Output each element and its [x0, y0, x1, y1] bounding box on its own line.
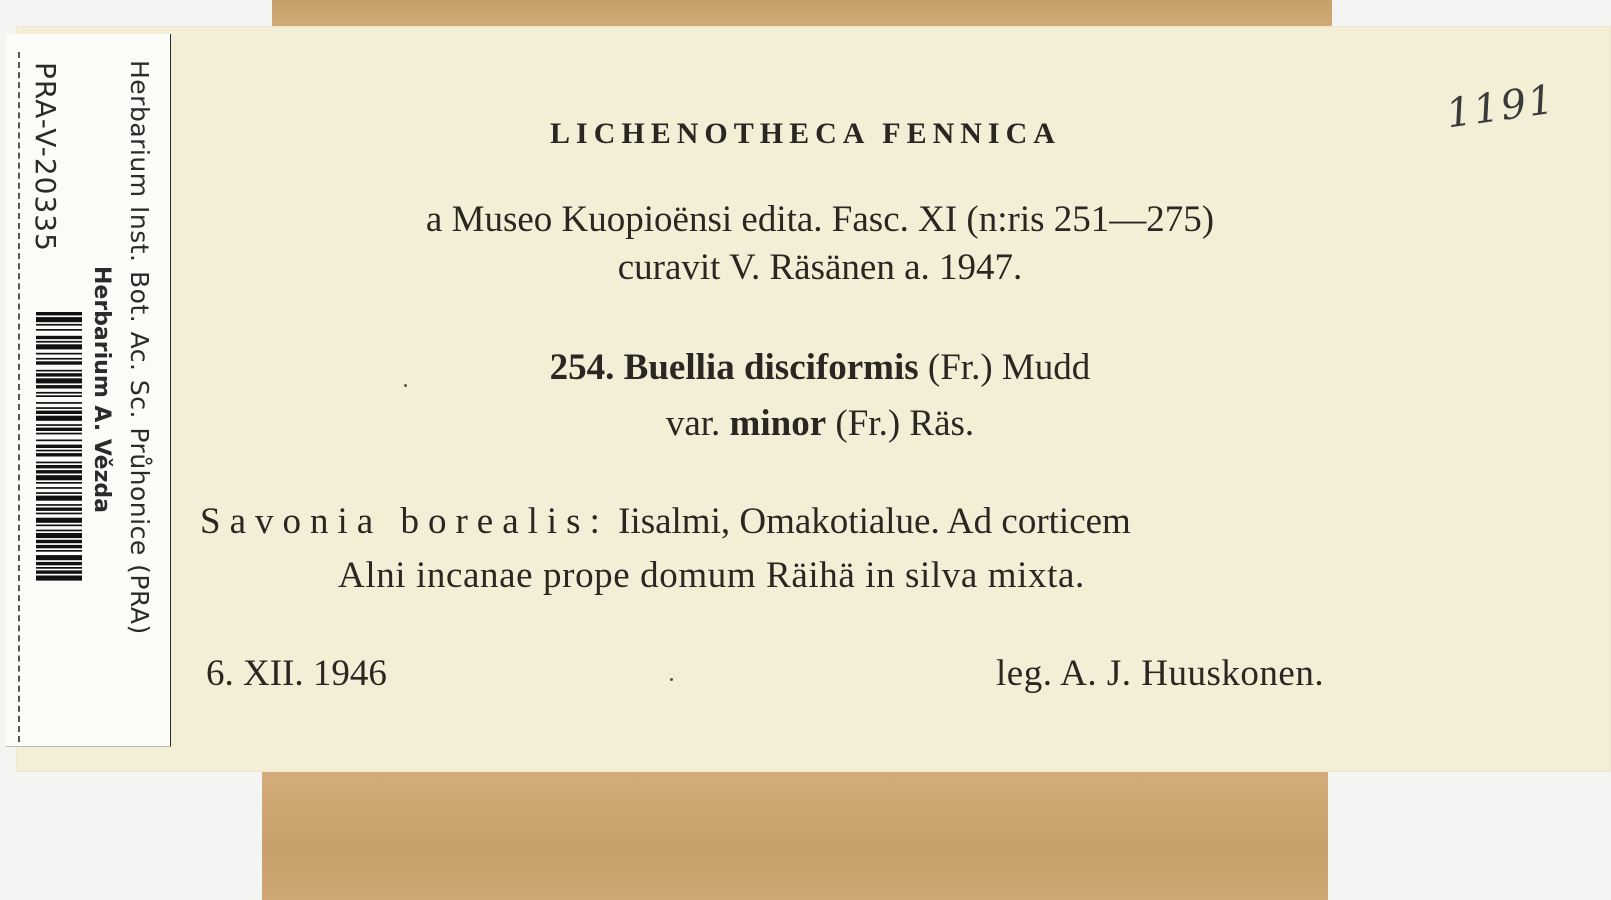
- handwritten-number: 1191: [1443, 76, 1559, 138]
- barcode-bar: [36, 373, 82, 376]
- barcode-bar: [36, 395, 82, 397]
- locality-region: Savonia borealis:: [200, 501, 609, 542]
- ink-speck: [404, 384, 407, 387]
- barcode-bar: [36, 570, 82, 573]
- barcode-bar: [36, 411, 82, 414]
- barcode-bar: [36, 555, 82, 560]
- barcode-bar: [36, 525, 82, 527]
- variety-name: [174, 402, 1466, 445]
- barcode-bar: [36, 492, 82, 494]
- barcode-bar: [36, 562, 82, 565]
- barcode-bar: [36, 533, 82, 538]
- series-title: LICHENOTHECA FENNICA: [550, 117, 1061, 150]
- barcode: [36, 312, 82, 724]
- barcode-bar: [36, 378, 82, 383]
- variety-authority: (Fr.) Räs.: [835, 403, 975, 444]
- barcode-bar: [36, 324, 82, 326]
- barcode-bar: [36, 462, 82, 464]
- barcode-bar: [36, 358, 82, 360]
- var-prefix: var.: [665, 403, 721, 444]
- barcode-bar: [36, 329, 82, 331]
- barcode-bar: [36, 385, 82, 388]
- barcode-bar: [36, 450, 82, 452]
- barcode-bar: [36, 402, 82, 404]
- locality-detail: Iisalmi, Omakotialue. Ad corticem: [618, 501, 1131, 542]
- barcode-bar: [36, 341, 82, 343]
- institution-name: Herbarium Inst. Bot. Ac. Sc. Průhonice (PRA): [125, 60, 154, 635]
- barcode-bar: [36, 361, 82, 364]
- barcode-bar: [36, 540, 82, 543]
- strip-cut-line: [18, 52, 20, 742]
- specimen-id: PRA-V-20335: [29, 62, 62, 252]
- kraft-paper-top: [272, 0, 1332, 26]
- barcode-bar: [36, 530, 82, 532]
- barcode-bar: [36, 336, 82, 339]
- barcode-bar: [36, 518, 82, 523]
- genus-species: Buellia disciformis: [623, 347, 919, 388]
- barcode-bar: [36, 550, 82, 552]
- barcode-bar: [36, 470, 82, 473]
- barcode-bar: [36, 428, 82, 431]
- barcode-bar: [36, 504, 82, 506]
- publication-line-2: curavit V. Räsänen a. 1947.: [617, 247, 1023, 288]
- barcode-bar: [36, 513, 82, 515]
- barcode-bar: [36, 453, 82, 456]
- barcode-bar: [36, 344, 82, 349]
- collection-date: 6. XII. 1946: [206, 653, 387, 694]
- locality-line-2: Alni incanae prope domum Räihä in silva mixta.: [338, 555, 1085, 596]
- barcode-bar: [36, 545, 82, 548]
- barcode-bar: [36, 433, 82, 435]
- barcode-bar: [36, 440, 82, 442]
- barcode-bar: [36, 482, 82, 484]
- locality-line-1: [200, 500, 1131, 543]
- taxon-authority: (Fr.) Mudd: [927, 347, 1091, 388]
- kraft-paper-bottom: [262, 772, 1328, 900]
- barcode-bar: [36, 424, 82, 426]
- taxon-number: 254.: [549, 347, 615, 388]
- variety-epithet: minor: [729, 403, 827, 444]
- barcode-bar: [36, 508, 82, 511]
- barcode-bar: [36, 567, 82, 569]
- taxon-name: [174, 346, 1466, 389]
- barcode-bar: [36, 353, 82, 355]
- publication-line-1: a Museo Kuopioënsi edita. Fasc. XI (n:ris 251—275): [425, 199, 1215, 240]
- barcode-bar: [36, 416, 82, 421]
- barcode-bar: [36, 312, 82, 315]
- barcode-bar: [36, 445, 82, 448]
- barcode-bar: [36, 370, 82, 372]
- collector: leg. A. J. Huuskonen.: [996, 653, 1325, 694]
- barcode-bar: [36, 392, 82, 394]
- barcode-bar: [36, 496, 82, 501]
- collection-name: Herbarium A. Vězda: [89, 266, 114, 514]
- barcode-bar: [36, 465, 82, 468]
- ink-speck: [670, 678, 673, 681]
- barcode-bar: [36, 407, 82, 409]
- barcode-bar: [36, 317, 82, 322]
- barcode-bar: [36, 475, 82, 480]
- barcode-bar: [36, 487, 82, 489]
- barcode-bar: [36, 576, 82, 581]
